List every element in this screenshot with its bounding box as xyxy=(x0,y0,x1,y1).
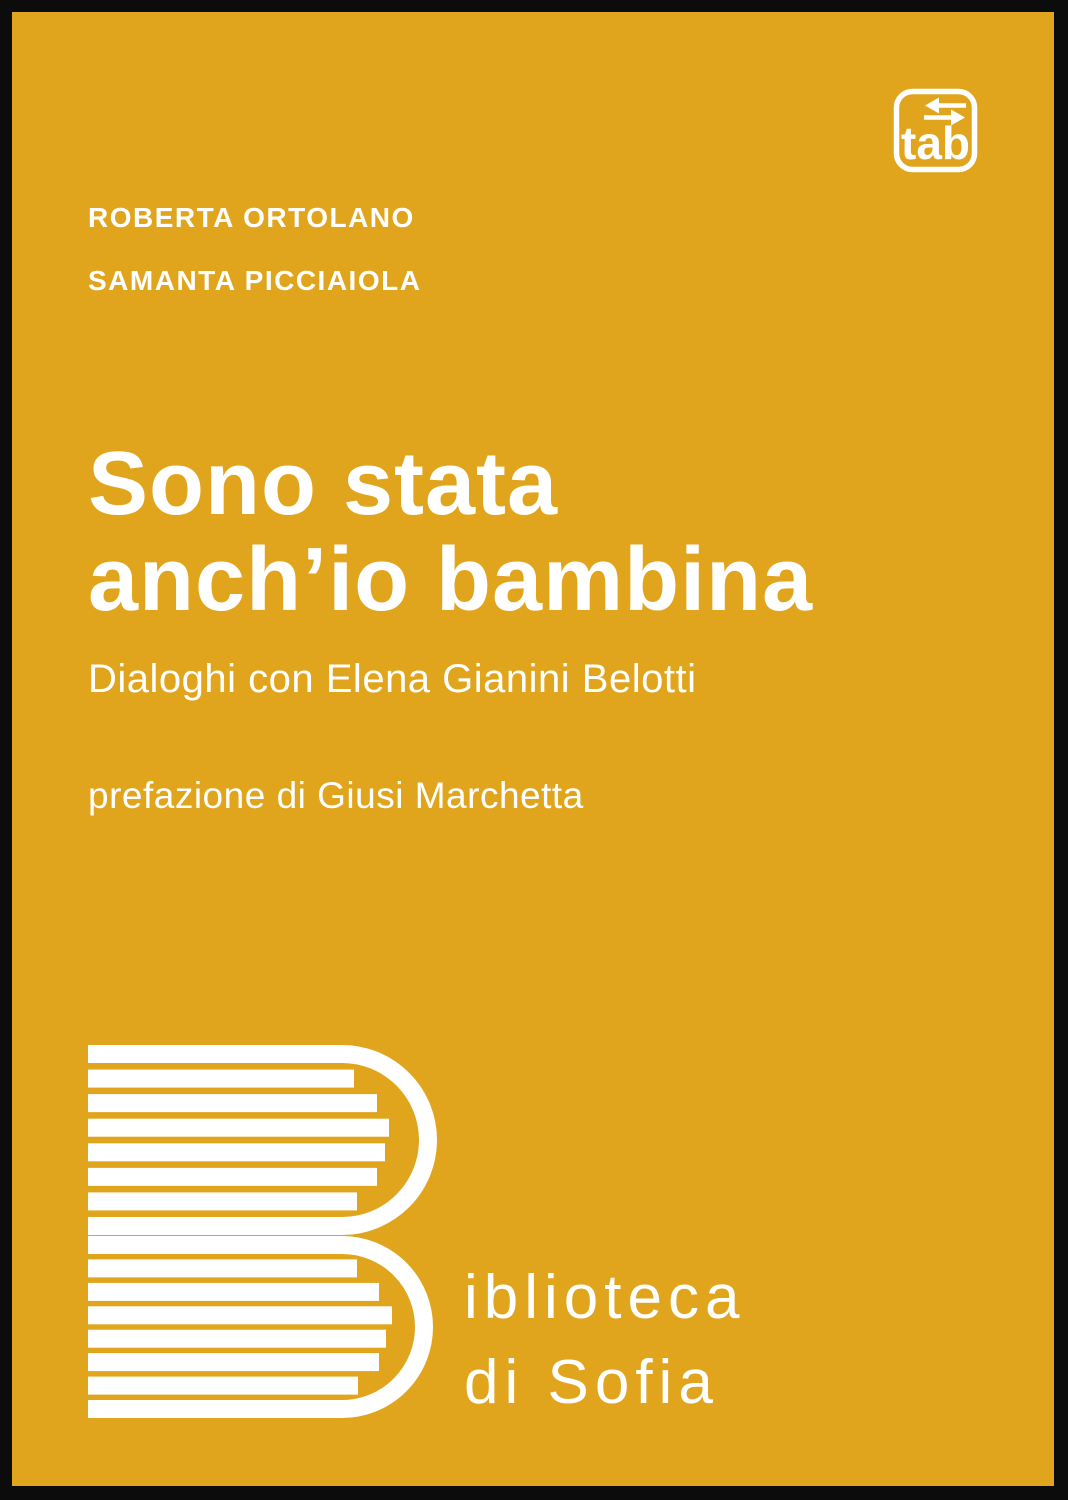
series-name-line-2: di Sofia xyxy=(464,1348,719,1417)
cover-background xyxy=(12,12,1054,1486)
author-name-2: SAMANTA PICCIAIOLA xyxy=(88,265,422,296)
publisher-logo-tab xyxy=(893,88,978,173)
book-title-line-1: Sono stata xyxy=(88,434,559,534)
bottom-book-bowl xyxy=(88,1245,424,1409)
top-book-bowl xyxy=(88,1054,428,1226)
preface-credit: prefazione di Giusi Marchetta xyxy=(88,775,584,816)
left-arrow-icon xyxy=(925,98,966,114)
book-subtitle: Dialoghi con Elena Gianini Belotti xyxy=(88,657,697,701)
series-name xyxy=(464,1255,745,1425)
book-title xyxy=(88,436,813,628)
publisher-logo-text: tab xyxy=(901,117,970,169)
book-title-line-2: anch’io bambina xyxy=(88,530,814,630)
stacked-books-b-icon xyxy=(88,1045,438,1419)
author-name-1: ROBERTA ORTOLANO xyxy=(88,202,415,233)
transfer-arrows-icon xyxy=(893,88,978,173)
series-logo xyxy=(88,1045,438,1419)
series-name-line-1: iblioteca xyxy=(464,1263,746,1332)
author-block xyxy=(88,201,421,298)
